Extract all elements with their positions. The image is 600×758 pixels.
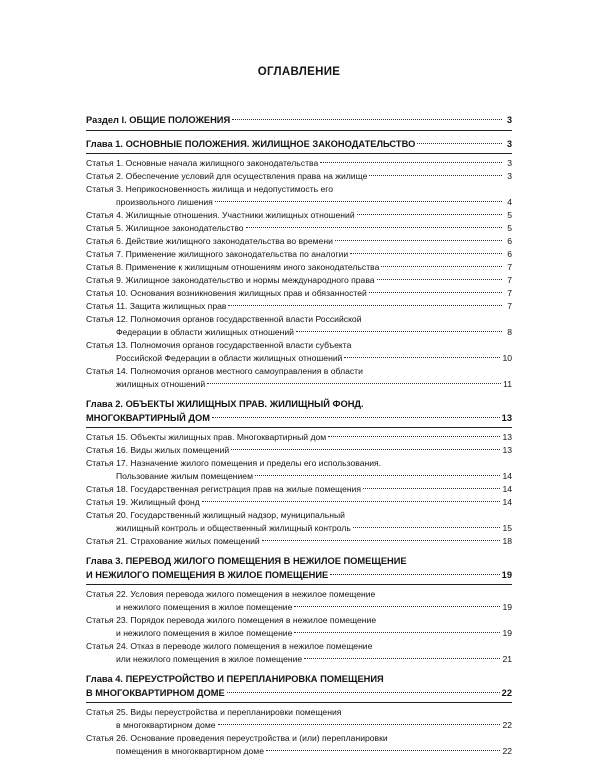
toc-page-number: 19: [502, 602, 512, 612]
toc-page-number: 13: [502, 445, 512, 455]
toc-entry-title: МНОГОКВАРТИРНЫЙ ДОМ: [86, 412, 211, 423]
toc-entry-title: Раздел I. ОБЩИЕ ПОЛОЖЕНИЯ: [86, 115, 231, 125]
toc-article-entry: [86, 157, 512, 170]
toc-line: [86, 719, 512, 732]
toc-entry-title: Статья 6. Действие жилищного законодательства во времени: [86, 236, 333, 246]
toc-page-number: 6: [507, 249, 512, 259]
toc-article-entry: [86, 365, 512, 391]
toc-page-number: 13: [501, 412, 512, 423]
toc-entry-title: Статья 19. Жилищный фонд: [86, 497, 200, 507]
toc-entry-title: Глава 2. ОБЪЕКТЫ ЖИЛИЩНЫХ ПРАВ. ЖИЛИЩНЫЙ ФОНД.: [86, 399, 364, 409]
toc-entry-title: Статья 10. Основания возникновения жилищных прав и обязанностей: [86, 288, 367, 298]
toc-entry-title: или нежилого помещения в жилое помещение: [116, 654, 303, 664]
toc-entry-title: Статья 26. Основание проведения переустройства и (или) перепланировки: [86, 733, 388, 743]
toc-line: [86, 326, 512, 339]
toc-line: [86, 569, 512, 583]
toc-article-entry: [86, 313, 512, 339]
dot-leader: [344, 357, 500, 358]
toc-entry-title: Статья 13. Полномочия органов государственной власти субъекта: [86, 340, 352, 350]
toc-page-number: 18: [502, 536, 512, 546]
dot-leader: [381, 266, 502, 267]
dot-leader: [304, 658, 500, 659]
toc-line: [86, 601, 512, 614]
dot-leader: [369, 175, 502, 176]
toc-entry-title: Статья 17. Назначение жилого помещения и пределы его использования.: [86, 458, 382, 468]
toc-line: [86, 352, 512, 365]
toc-page-number: 4: [507, 197, 512, 207]
dot-leader: [246, 227, 502, 228]
toc-line: [86, 378, 512, 391]
toc-page-number: 3: [506, 138, 512, 149]
toc-entry-title: Статья 20. Государственный жилищный надзор, муниципальный: [86, 510, 345, 520]
toc-entry-title: Глава 1. ОСНОВНЫЕ ПОЛОЖЕНИЯ. ЖИЛИЩНОЕ ЗАКОНОДАТЕЛЬСТВО: [86, 138, 416, 149]
toc-line: [86, 706, 512, 719]
toc-chapter-entry: [86, 138, 512, 155]
toc-entry-title: Статья 11. Защита жилищных прав: [86, 301, 227, 311]
toc-page-number: 14: [502, 471, 512, 481]
heading-rule: [86, 702, 512, 703]
toc-entry-title: Статья 9. Жилищное законодательство и нормы международного права: [86, 275, 375, 285]
toc-article-entry: [86, 261, 512, 274]
toc-line: [86, 745, 512, 758]
dot-leader: [207, 383, 501, 384]
dot-leader: [320, 162, 502, 163]
dot-leader: [369, 292, 502, 293]
toc-entry-title: Статья 15. Объекты жилищных прав. Многоквартирный дом: [86, 432, 327, 442]
toc-page-number: 5: [507, 223, 512, 233]
dot-leader: [266, 750, 500, 751]
toc-entry-title: Статья 21. Страхование жилых помещений: [86, 536, 260, 546]
toc-line: [86, 673, 512, 687]
heading-rule: [86, 130, 512, 131]
dot-leader: [335, 240, 502, 241]
toc-entry-title: Статья 5. Жилищное законодательство: [86, 223, 244, 233]
dot-leader: [363, 488, 500, 489]
toc-page-number: 7: [507, 301, 512, 311]
toc-entry-title: Статья 14. Полномочия органов местного самоуправления в области: [86, 366, 363, 376]
toc-line: [86, 509, 512, 522]
toc-line: [86, 261, 512, 274]
toc-entry-title: Статья 25. Виды переустройства и перепланировки помещения: [86, 707, 342, 717]
toc-line: [86, 627, 512, 640]
toc-page-number: 13: [502, 432, 512, 442]
toc-article-entry: [86, 339, 512, 365]
toc-line: [86, 365, 512, 378]
toc-entry-title: помещения в многоквартирном доме: [116, 746, 264, 756]
dot-leader: [357, 214, 502, 215]
toc-line: [86, 412, 512, 426]
toc-page-number: 22: [502, 720, 512, 730]
toc-article-entry: [86, 222, 512, 235]
toc-line: [86, 653, 512, 666]
dot-leader: [231, 449, 500, 450]
toc-page-number: 3: [506, 115, 512, 125]
toc-line: [86, 732, 512, 745]
dot-leader: [218, 724, 501, 725]
toc-page-number: 6: [507, 236, 512, 246]
dot-leader: [377, 279, 502, 280]
toc-line: [86, 300, 512, 313]
table-of-contents: [86, 114, 512, 758]
toc-entry-title: жилищный контроль и общественный жилищный контроль: [116, 523, 351, 533]
toc-article-entry: [86, 287, 512, 300]
toc-line: [86, 555, 512, 569]
toc-article-entry: [86, 274, 512, 287]
toc-page-number: 8: [507, 327, 512, 337]
toc-entry-title: Статья 16. Виды жилых помещений: [86, 445, 230, 455]
toc-line: [86, 157, 512, 170]
toc-line: [86, 248, 512, 261]
toc-page-number: 19: [502, 628, 512, 638]
dot-leader: [212, 417, 500, 418]
toc-entry-title: Статья 12. Полномочия органов государственной власти Российской: [86, 314, 362, 324]
toc-chapter-entry: [86, 673, 512, 703]
toc-page-number: 7: [507, 275, 512, 285]
toc-entry-title: Статья 4. Жилищные отношения. Участники жилищных отношений: [86, 210, 355, 220]
toc-entry-title: Пользование жилым помещением: [116, 471, 253, 481]
toc-line: [86, 640, 512, 653]
toc-entry-title: Статья 24. Отказ в переводе жилого помещения в нежилое помещение: [86, 641, 373, 651]
toc-line: [86, 470, 512, 483]
toc-entry-title: Статья 22. Условия перевода жилого помещения в нежилое помещение: [86, 589, 376, 599]
toc-line: [86, 431, 512, 444]
dot-leader: [227, 692, 500, 693]
heading-rule: [86, 153, 512, 154]
toc-entry-title: Статья 8. Применение к жилищным отношениям иного законодательства: [86, 262, 380, 272]
toc-page-number: 5: [507, 210, 512, 220]
toc-line: [86, 209, 512, 222]
toc-article-entry: [86, 509, 512, 535]
toc-article-entry: [86, 209, 512, 222]
dot-leader: [294, 606, 500, 607]
toc-article-entry: [86, 483, 512, 496]
toc-article-entry: [86, 457, 512, 483]
toc-line: [86, 483, 512, 496]
toc-line: [86, 287, 512, 300]
toc-line: [86, 114, 512, 128]
toc-entry-title: жилищных отношений: [116, 379, 206, 389]
toc-line: [86, 614, 512, 627]
toc-entry-title: и нежилого помещения в жилое помещение: [116, 628, 293, 638]
toc-page-number: 21: [502, 654, 512, 664]
toc-page-number: 3: [507, 158, 512, 168]
toc-line: [86, 457, 512, 470]
toc-page-number: 7: [507, 288, 512, 298]
toc-entry-title: Федерации в области жилищных отношений: [116, 327, 294, 337]
dot-leader: [328, 436, 500, 437]
dot-leader: [255, 475, 500, 476]
dot-leader: [262, 540, 501, 541]
toc-entry-title: Статья 18. Государственная регистрация прав на жилые помещения: [86, 484, 362, 494]
toc-page-number: 7: [507, 262, 512, 272]
page-title: ОГЛАВЛЕНИЕ: [257, 66, 341, 78]
toc-page-number: 19: [501, 569, 512, 580]
toc-line: [86, 183, 512, 196]
dot-leader: [228, 305, 502, 306]
toc-line: [86, 398, 512, 412]
dot-leader: [232, 119, 502, 120]
toc-article-entry: [86, 496, 512, 509]
toc-entry-title: Глава 3. ПЕРЕВОД ЖИЛОГО ПОМЕЩЕНИЯ В НЕЖИЛОЕ ПОМЕЩЕНИЕ: [86, 556, 407, 566]
dot-leader: [296, 331, 502, 332]
toc-line: [86, 522, 512, 535]
dot-leader: [350, 253, 502, 254]
toc-chapter-entry: [86, 398, 512, 428]
toc-article-entry: [86, 614, 512, 640]
toc-line: [86, 196, 512, 209]
toc-page-number: 10: [502, 353, 512, 363]
document-page: [86, 0, 512, 756]
toc-entry-title: Статья 2. Обеспечение условий для осуществления права на жилище: [86, 171, 368, 181]
toc-article-entry: [86, 535, 512, 548]
dot-leader: [330, 574, 499, 575]
toc-entry-title: произвольного лишения: [116, 197, 213, 207]
toc-article-entry: [86, 444, 512, 457]
toc-article-entry: [86, 732, 512, 758]
toc-article-entry: [86, 706, 512, 732]
toc-line: [86, 235, 512, 248]
toc-section-entry: [86, 114, 512, 131]
toc-entry-title: в многоквартирном доме: [116, 720, 216, 730]
toc-line: [86, 496, 512, 509]
dot-leader: [294, 632, 500, 633]
dot-leader: [202, 501, 501, 502]
heading-rule: [86, 584, 512, 585]
toc-entry-title: Статья 7. Применение жилищного законодательства по аналогии: [86, 249, 349, 259]
toc-entry-title: Статья 1. Основные начала жилищного законодательства: [86, 158, 319, 168]
toc-line: [86, 170, 512, 183]
toc-entry-title: Статья 23. Порядок перевода жилого помещения в нежилое помещение: [86, 615, 377, 625]
toc-page-number: 14: [502, 497, 512, 507]
toc-article-entry: [86, 183, 512, 209]
toc-entry-title: Глава 4. ПЕРЕУСТРОЙСТВО И ПЕРЕПЛАНИРОВКА ПОМЕЩЕНИЯ: [86, 674, 384, 684]
toc-entry-title: В МНОГОКВАРТИРНОМ ДОМЕ: [86, 687, 225, 698]
toc-line: [86, 274, 512, 287]
toc-article-entry: [86, 640, 512, 666]
toc-article-entry: [86, 235, 512, 248]
toc-line: [86, 339, 512, 352]
toc-article-entry: [86, 170, 512, 183]
toc-entry-title: Статья 3. Неприкосновенность жилища и недопустимость его: [86, 184, 334, 194]
dot-leader: [353, 527, 501, 528]
dot-leader: [417, 143, 502, 144]
toc-line: [86, 444, 512, 457]
toc-chapter-entry: [86, 555, 512, 585]
toc-line: [86, 313, 512, 326]
toc-entry-title: И НЕЖИЛОГО ПОМЕЩЕНИЯ В ЖИЛОЕ ПОМЕЩЕНИЕ: [86, 569, 329, 580]
toc-page-number: 22: [502, 746, 512, 756]
toc-line: [86, 535, 512, 548]
toc-page-number: 14: [502, 484, 512, 494]
toc-article-entry: [86, 588, 512, 614]
toc-entry-title: и нежилого помещения в жилое помещение: [116, 602, 293, 612]
toc-page-number: 22: [501, 687, 512, 698]
toc-line: [86, 588, 512, 601]
toc-entry-title: Российской Федерации в области жилищных отношений: [116, 353, 343, 363]
toc-page-number: 15: [502, 523, 512, 533]
dot-leader: [215, 201, 502, 202]
toc-article-entry: [86, 248, 512, 261]
toc-page-number: 3: [507, 171, 512, 181]
toc-line: [86, 222, 512, 235]
toc-line: [86, 138, 512, 152]
toc-article-entry: [86, 431, 512, 444]
toc-line: [86, 687, 512, 701]
toc-page-number: 11: [503, 379, 512, 389]
heading-rule: [86, 427, 512, 428]
toc-article-entry: [86, 300, 512, 313]
